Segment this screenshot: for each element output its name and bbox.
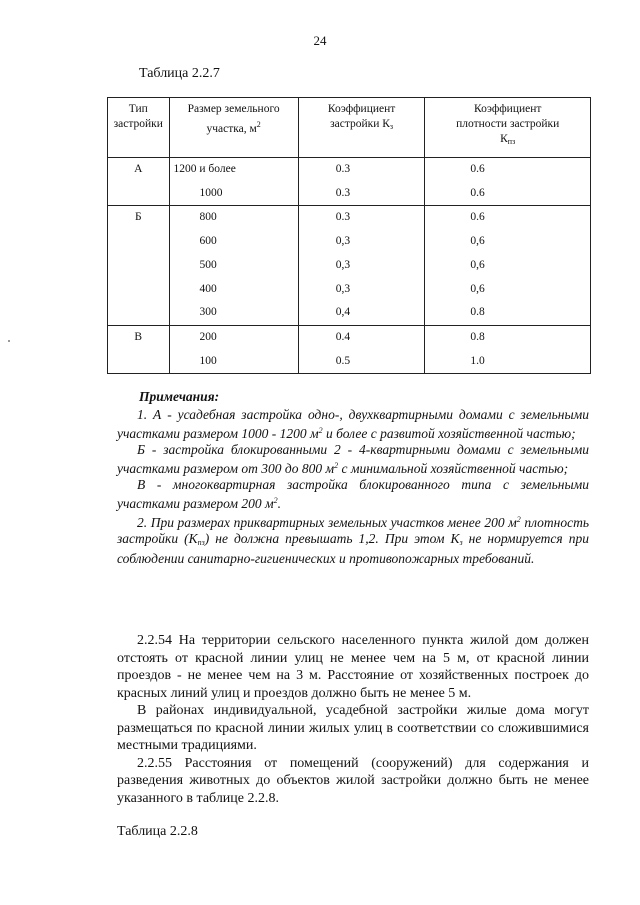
note-item: Б - застройка блокированными 2 - 4-квартирными домами с земельными участками размером от 300 до 800 $м^2$ с минимальной хозяйственной частью; <box>117 442 589 476</box>
cell-type <box>108 254 170 278</box>
table-row <box>108 278 591 302</box>
table-notes <box>117 389 589 567</box>
header-density: Коэффициент плотности застройки $К_{пз}$ <box>425 98 591 158</box>
paragraph: 2.2.55 Расстояния от помещений (сооружений) для содержания и разведения животных до объектов жилой застройки должно быть не менее указанного в таблице 2.2.8. <box>117 755 589 806</box>
cell-coef: 0,3 <box>298 230 425 254</box>
cell-type <box>108 301 170 325</box>
notes-heading: Примечания: <box>139 389 220 404</box>
cell-coef: 0.5 <box>298 350 425 374</box>
page-number: 24 <box>313 33 327 48</box>
cell-type <box>108 278 170 302</box>
cell-density: 0.6 <box>425 158 591 182</box>
cell-type: Б <box>108 206 170 230</box>
cell-size: 800 <box>169 206 298 230</box>
note-item: В - многоквартирная застройка блокированного типа с земельными участками размером 200 $м^2$. <box>117 477 589 511</box>
cell-size: 600 <box>169 230 298 254</box>
table-row <box>108 158 591 182</box>
cell-size: 200 <box>169 325 298 349</box>
paragraph: В районах индивидуальной, усадебной застройки жилые дома могут размещаться по красной линии жилых улиц в соответствии со сложившимися местными традициями. <box>117 703 589 753</box>
cell-density: 0,6 <box>425 230 591 254</box>
cell-size: 100 <box>169 350 298 374</box>
paragraph: 2.2.54 На территории сельского населенного пункта жилой дом должен отстоять от красной линии улиц не менее чем на 5 м, от красной линии проездов - не менее чем на 3 м. Расстояние от хозяйственных построек до красных линий улиц и проездов должно быть не менее 5 м. <box>117 633 589 701</box>
table-caption-2: Таблица 2.2.8 <box>117 824 198 839</box>
cell-size: 300 <box>169 301 298 325</box>
cell-density: 0.6 <box>425 182 591 206</box>
cell-coef: 0,3 <box>298 278 425 302</box>
cell-density: 0.8 <box>425 301 591 325</box>
cell-density: 0,6 <box>425 278 591 302</box>
cell-density: 1.0 <box>425 350 591 374</box>
cell-type: А <box>108 158 170 182</box>
table-row <box>108 325 591 349</box>
table-row <box>108 254 591 278</box>
cell-type <box>108 350 170 374</box>
table-caption: Таблица 2.2.7 <box>139 66 220 81</box>
body-text <box>117 632 589 807</box>
table-row <box>108 182 591 206</box>
cell-coef: 0.3 <box>298 206 425 230</box>
header-type: Тип застройки <box>108 98 170 158</box>
building-coefficients-table <box>107 97 591 374</box>
cell-size: 1000 <box>169 182 298 206</box>
header-size: Размер земельного участка, $м^2$ <box>169 98 298 158</box>
cell-density: 0.6 <box>425 206 591 230</box>
table-row <box>108 301 591 325</box>
table-row <box>108 206 591 230</box>
cell-coef: 0,4 <box>298 301 425 325</box>
cell-size: 500 <box>169 254 298 278</box>
cell-coef: 0.3 <box>298 182 425 206</box>
scan-speck <box>8 340 10 342</box>
header-coef: Коэффициент застройки $К_з$ <box>298 98 425 158</box>
cell-coef: 0.3 <box>298 158 425 182</box>
table-row <box>108 350 591 374</box>
cell-type <box>108 230 170 254</box>
cell-coef: 0.4 <box>298 325 425 349</box>
table-row <box>108 230 591 254</box>
note-item: 1. А - усадебная застройка одно-, двухквартирными домами с земельными участками размером 1000 - 1200 $м^2$ и более с развитой хозяйственной частью; <box>117 407 589 441</box>
cell-coef: 0,3 <box>298 254 425 278</box>
cell-density: 0.8 <box>425 325 591 349</box>
cell-size: 400 <box>169 278 298 302</box>
table-header-row <box>108 98 591 158</box>
cell-size: 1200 и более <box>169 158 298 182</box>
cell-density: 0,6 <box>425 254 591 278</box>
cell-type: В <box>108 325 170 349</box>
note-item: 2. При размерах приквартирных земельных участков менее 200 $м^2$ плотность застройки $(К_{пз})$ не должна превышать 1,2. При этом $К_з$ не нормируется при соблюдении санитарно-гигиенических и противопожарных требований. <box>117 515 590 566</box>
cell-type <box>108 182 170 206</box>
